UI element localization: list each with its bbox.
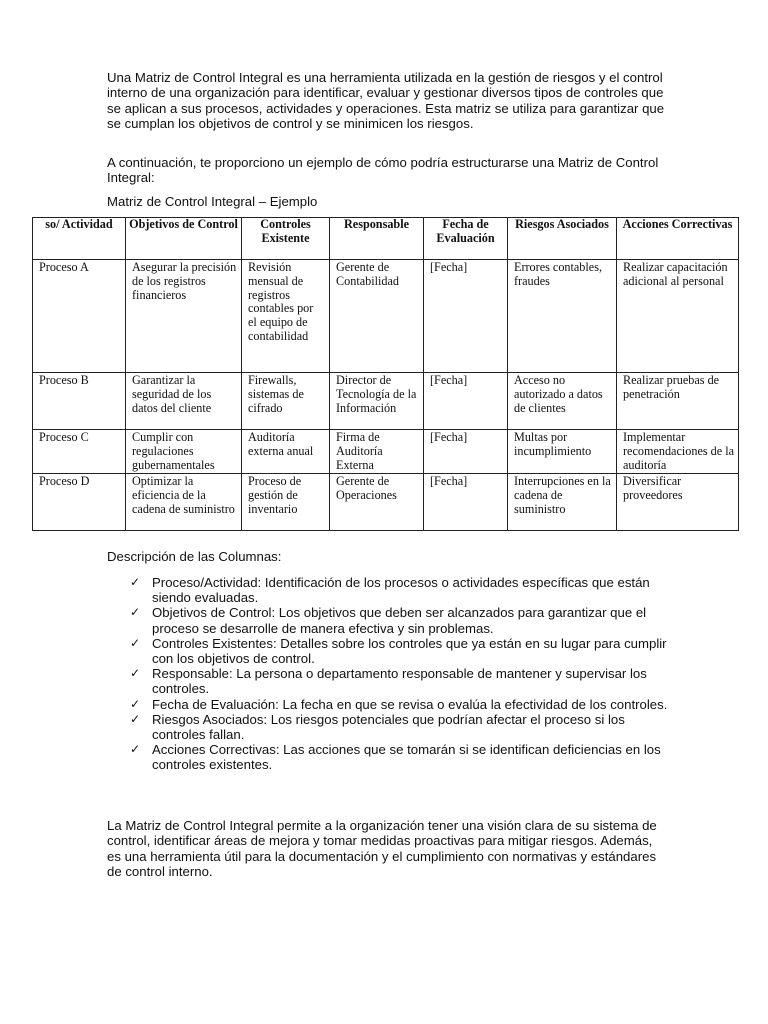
header-cell: so/ Actividad <box>33 218 126 260</box>
checkmark-icon: ✓ <box>130 605 141 620</box>
checkmark-icon: ✓ <box>130 742 141 757</box>
list-item-text: Proceso/Actividad: Identificación de los procesos o actividades específicas que están siendo evaluadas. <box>152 575 650 606</box>
list-item-text: Fecha de Evaluación: La fecha en que se revisa o evalúa la efectividad de los controles. <box>152 696 668 712</box>
continuation-paragraph: A continuación, te proporciono un ejemplo de cómo podría estructurarse una Matriz de Control Integral: <box>107 155 659 186</box>
table-cell: Acceso no autorizado a datos de clientes <box>508 373 617 430</box>
table-cell: Implementar recomendaciones de la auditoría <box>617 430 739 474</box>
table-cell: Realizar pruebas de penetración <box>617 373 739 430</box>
table-header-row <box>33 218 739 260</box>
table-row <box>33 260 739 373</box>
table-cell: Firewalls, sistemas de cifrado <box>242 373 330 430</box>
list-item <box>130 666 670 696</box>
table-cell: Asegurar la precisión de los registros financieros <box>126 260 242 373</box>
table-cell: Interrupciones en la cadena de suministro <box>508 474 617 531</box>
list-item <box>130 697 670 712</box>
checkmark-icon: ✓ <box>130 575 141 589</box>
checkmark-icon: ✓ <box>130 696 141 711</box>
control-matrix-table <box>32 217 739 531</box>
list-item-text: Objetivos de Control: Los objetivos que deben ser alcanzados para garantizar que el proceso se desarrolle de manera efectiva y sin problemas. <box>152 605 647 636</box>
table-cell: Proceso A <box>33 260 126 373</box>
conclusion-paragraph: La Matriz de Control Integral permite a la organización tener una visión clara de su sistema de control, identificar áreas de mejora y tomar medidas proactivas para mitigar riesgos. Además, es una herramienta útil para la documentación y el cumplimiento con normativas y estándares de control interno. <box>107 818 657 879</box>
intro-paragraph: Una Matriz de Control Integral es una herramienta utilizada en la gestión de riesgos y el control interno de una organización para identificar, evaluar y gestionar diversos tipos de controles que se aplican a sus procesos, actividades y operaciones. Esta matriz se utiliza para garantizar que se cumplan los objetivos de control y se minimicen los riesgos. <box>107 70 665 131</box>
table-cell: Revisión mensual de registros contables por el equipo de contabilidad <box>242 260 330 373</box>
table-cell: [Fecha] <box>424 474 508 531</box>
table-row <box>33 373 739 430</box>
table-cell: Gerente de Operaciones <box>330 474 424 531</box>
table-row <box>33 430 739 474</box>
header-cell: Objetivos de Control <box>126 218 242 260</box>
table-cell: Proceso B <box>33 373 126 430</box>
list-item-text: Riesgos Asociados: Los riesgos potenciales que podrían afectar el proceso si los controles fallan. <box>152 711 625 743</box>
table-cell: Realizar capacitación adicional al personal <box>617 260 739 373</box>
table-cell: Errores contables, fraudes <box>508 260 617 373</box>
table-cell: Proceso C <box>33 430 126 474</box>
table-cell: [Fecha] <box>424 373 508 430</box>
list-item-text: Controles Existentes: Detalles sobre los controles que ya están en su lugar para cumplir con los objetivos de control. <box>152 635 667 667</box>
header-cell: Riesgos Asociados <box>508 218 617 260</box>
checkmark-icon: ✓ <box>130 711 141 726</box>
columns-description-title: Descripción de las Columnas: <box>107 549 282 564</box>
table-cell: Cumplir con regulaciones gubernamentales <box>126 430 242 474</box>
list-item <box>130 575 670 605</box>
table-cell: Proceso D <box>33 474 126 531</box>
table-cell: Gerente de Contabilidad <box>330 260 424 373</box>
list-item-text: Responsable: La persona o departamento responsable de mantener y supervisar los controles. <box>152 666 647 697</box>
header-cell: Responsable <box>330 218 424 260</box>
table-cell: Firma de Auditoría Externa <box>330 430 424 474</box>
checkmark-icon: ✓ <box>130 666 141 681</box>
header-cell: Controles Existente <box>242 218 330 260</box>
table-cell: [Fecha] <box>424 260 508 373</box>
list-item <box>130 605 670 635</box>
list-item-text: Acciones Correctivas: Las acciones que se tomarán si se identifican deficiencias en los controles existentes. <box>152 742 661 773</box>
header-cell: Acciones Correctivas <box>617 218 739 260</box>
table-cell: Garantizar la seguridad de los datos del cliente <box>126 373 242 430</box>
table-cell: Director de Tecnología de la Información <box>330 373 424 430</box>
table-title: Matriz de Control Integral – Ejemplo <box>107 194 318 209</box>
list-item <box>130 712 670 742</box>
table-cell: Diversificar proveedores <box>617 474 739 531</box>
table-cell: Optimizar la eficiencia de la cadena de suministro <box>126 474 242 531</box>
table-cell: Multas por incumplimiento <box>508 430 617 474</box>
table-row <box>33 474 739 531</box>
list-item <box>130 742 670 772</box>
list-item <box>130 636 670 666</box>
header-cell: Fecha de Evaluación <box>424 218 508 260</box>
table-cell: Auditoría externa anual <box>242 430 330 474</box>
columns-description-list <box>130 575 670 773</box>
checkmark-icon: ✓ <box>130 635 141 650</box>
table-cell: [Fecha] <box>424 430 508 474</box>
table-cell: Proceso de gestión de inventario <box>242 474 330 531</box>
